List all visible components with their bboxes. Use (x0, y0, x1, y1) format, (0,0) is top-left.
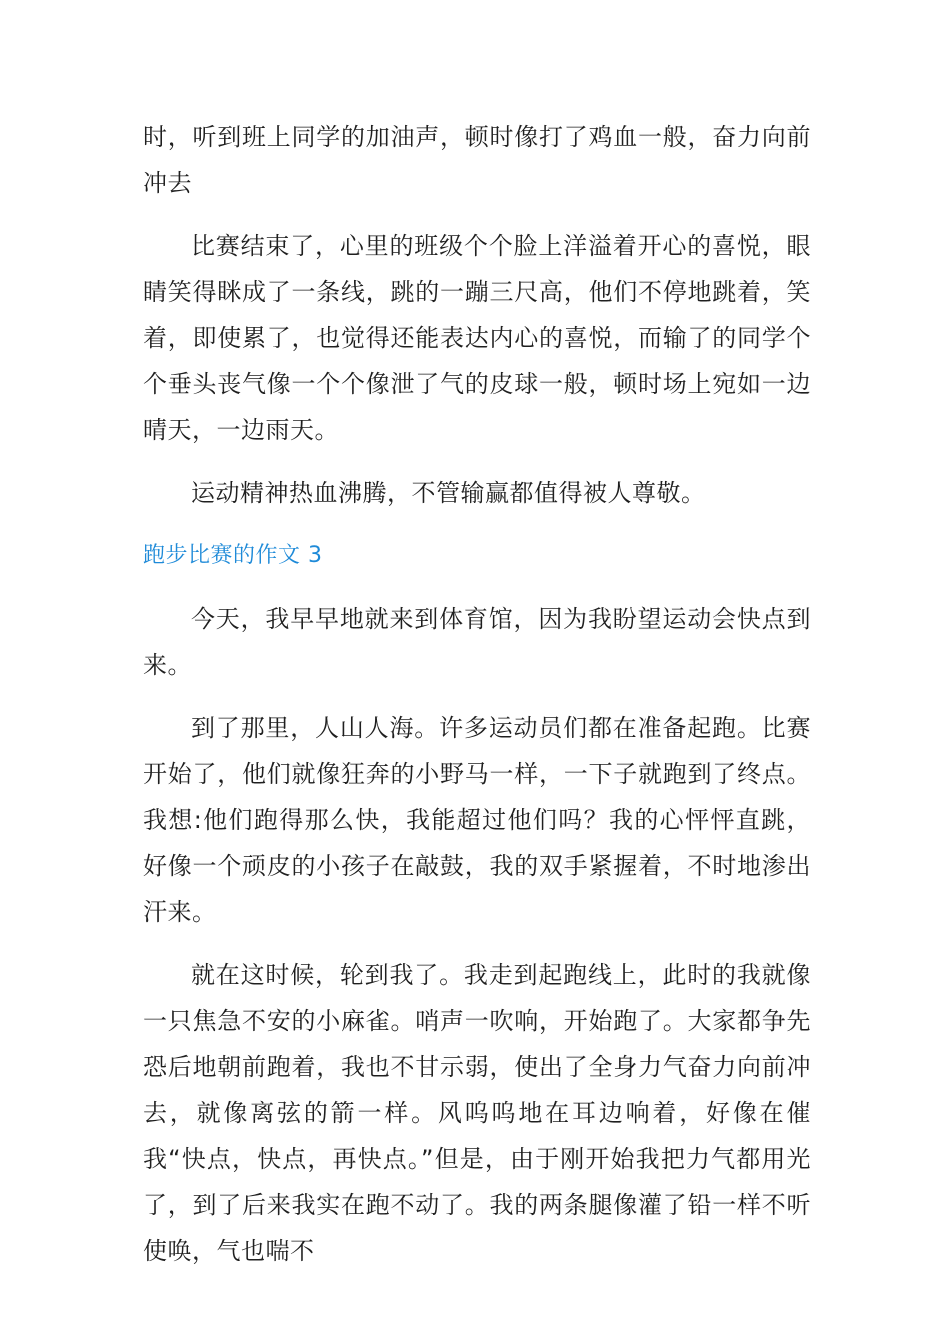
paragraph: 比赛结束了，心里的班级个个脸上洋溢着开心的喜悦，眼睛笑得眯成了一条线，跳的一蹦三尺高，他们不停地跳着，笑着，即使累了，也觉得还能表达内心的喜悦，而输了的同学个个垂头丧气像一个个像泄了气的皮球一般，顿时场上宛如一边晴天，一边雨天。 (143, 232, 811, 444)
paragraph: 今天，我早早地就来到体育馆，因为我盼望运动会快点到来。 (143, 605, 811, 679)
section-heading: 跑步比赛的作文 3 (143, 543, 323, 568)
paragraph: 就在这时候，轮到我了。我走到起跑线上，此时的我就像一只焦急不安的小麻雀。哨声一吹响，开始跑了。大家都争先恐后地朝前跑着，我也不甘示弱，使出了全身力气奋力向前冲去，就像离弦的箭一样。风呜呜地在耳边响着，好像在催我“快点，快点，再快点。”但是，由于刚开始我把力气都用光了，到了后来我实在跑不动了。我的两条腿像灌了铅一样不听使唤，气也喘不 (143, 961, 811, 1265)
paragraph: 运动精神热血沸腾，不管输赢都值得被人尊敬。 (191, 479, 706, 507)
paragraph-continuation: 时，听到班上同学的加油声，顿时像打了鸡血一般，奋力向前冲去 (143, 123, 811, 197)
document-page (143, 114, 811, 1274)
paragraph: 到了那里，人山人海。许多运动员们都在准备起跑。比赛开始了，他们就像狂奔的小野马一样，一下子就跑到了终点。我想:他们跑得那么快，我能超过他们吗？我的心怦怦直跳，好像一个顽皮的小孩子在敲鼓，我的双手紧握着，不时地渗出汗来。 (143, 714, 811, 926)
